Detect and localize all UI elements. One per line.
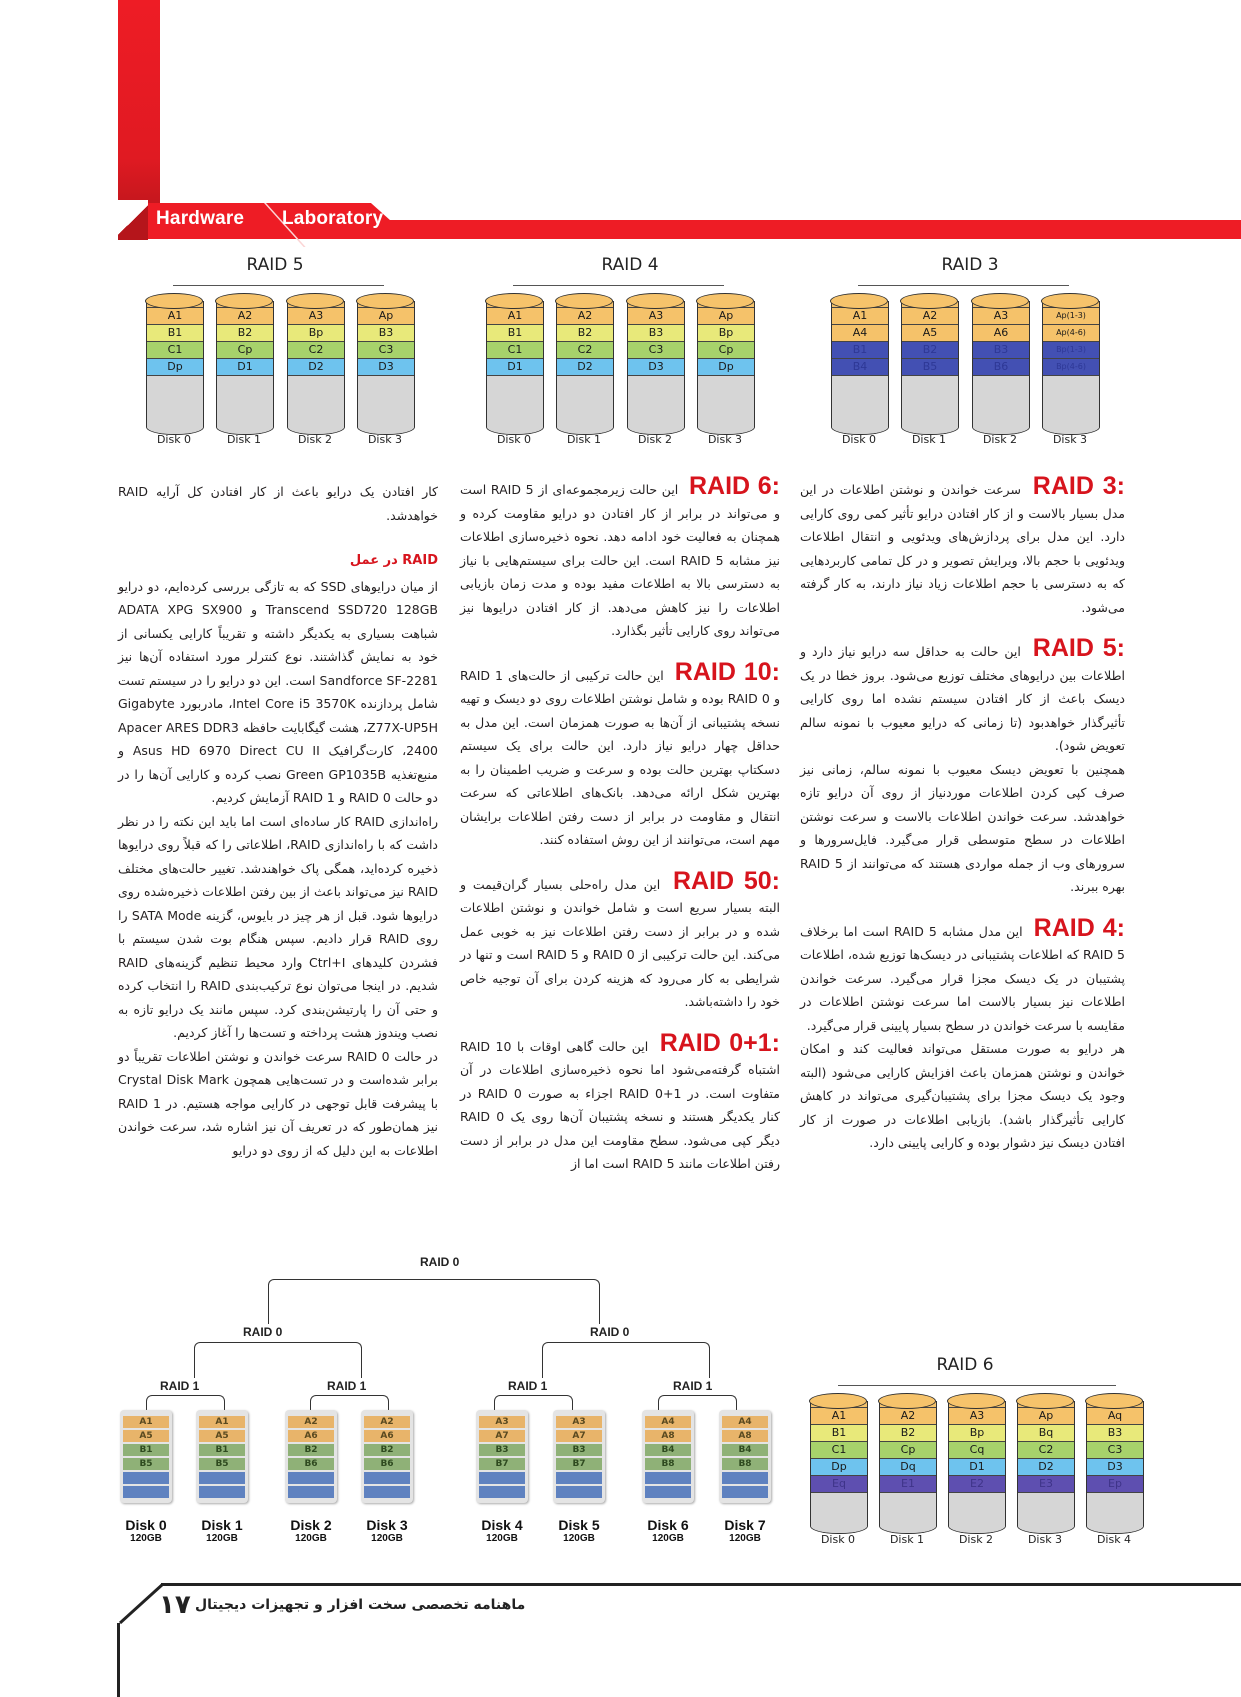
subheading-raid-in-practice: RAID در عمل: [349, 553, 438, 568]
tree-label: RAID 0: [590, 1325, 630, 1339]
disk: A3 A7 B3 B7: [476, 1410, 528, 1503]
disk: A1 B1 C1 Dp: [146, 301, 202, 435]
section-raid50: [460, 866, 781, 1014]
section-raid3: [800, 472, 1125, 619]
disk: A3 Bp Cq D1 E2: [948, 1401, 1004, 1534]
section-text: این حالت زیرمجموعه‌ای از RAID 5 است و می‌تواند در برابر از کار افتادن دو درایو مقاومت کرده و همچنان به فعالیت خود ادامه دهد. نحوه ذخیره‌سازی اطلاعات نیز مشابه RAID 5 است. این حالت برای سیستم‌هایی با نیاز به دسترسی بالا به اطلاعات مفید بوده و مدت زمان بازیابی اطلاعات را نیز کاهش می‌دهد. از کار افتادن درایوها نیز می‌تواند روی کارایی تأثیر بگذارد.: [460, 482, 780, 638]
section-text: هر درایو به صورت مستقل می‌تواند فعالیت کند و امکان خواندن و نوشتن همزمان باعث افزایش کارایی می‌شود (البته وجود یک دیسک مجزا برای پشتیبان‌گیری می‌تواند در کاهش کارایی تأثیرگذار باشد). بازیابی اطلاعات در صورت از کار افتادن دیسک نیز دشوار بوده و کارایی پایینی دارد.: [800, 1041, 1125, 1150]
disk-label: Disk 1: [566, 433, 602, 446]
disk-label: Disk 0: [496, 433, 532, 446]
paragraph: در حالت RAID 0 سرعت خواندن و نوشتن اطلاعات تقریباً دو برابر شده‌است و در تست‌هایی همچون Crystal Disk Mark با پیشرفت قابل توجهی در کارایی مواجه هستیم. در RAID 1 نیز همان‌طور که در تعریف آن نیز اشاره شد، سرعت خواندن اطلاعات به این دلیل که از روی دو درایو: [118, 1048, 439, 1158]
paragraph: از میان درایوهای SSD که به تازگی بررسی کرده‌ایم، دو درایو Transcend SSD720 128GB و ADATA XPG SX900 شباهت بسیاری به یکدیگر داشته و تقریباً کارایی یکسانی از خود به نمایش گذاشتند. نوع کنترلر مورد استفاده آن‌ها نیز Sandforce SF-2281 است. این دو درایو را در سیستم تست شامل پردازنده Intel Core i5 3570K، مادربورد Gigabyte Z77X-UP5H، هشت گیگابایت حافظه Apacer ARES DDR3 2400، کارت‌گرافیک Asus HD 6970 Direct CU II و منبع‌تغذیه Green GP1035B نصب کرده و کارایی آن‌ها را در دو حالت RAID 0 و RAID 1 آزمایش کردیم.: [118, 578, 439, 805]
tree-label: RAID 0: [243, 1325, 283, 1339]
disk: A3 A6 B3 B6: [972, 301, 1028, 435]
disk-label: Disk 4: [1096, 1533, 1132, 1546]
disk-label: Disk 6 120GB: [647, 1517, 689, 1544]
disk-label: Disk 7 120GB: [724, 1517, 766, 1544]
tree-label: RAID 1: [327, 1379, 367, 1393]
diagram-title: RAID 5: [246, 255, 304, 275]
disk: A4 A8 B4 B8: [642, 1410, 694, 1503]
paragraph: راه‌اندازی RAID کار ساده‌ای است اما باید این نکته را در نظر داشت که با راه‌اندازی RAID، اطلاعاتی را که قبلاً روی درایوها ذخیره کرده‌اید، همگی پاک خواهندشد. تغییر حالت‌های مختلف RAID نیز می‌تواند باعث از بین رفتن اطلاعات ذخیره‌شده روی درایوها شود. قبل از هر چیز در بایوس، گزینه SATA Mode را روی RAID قرار دادیم. سپس هنگام بوت شدن سیستم با فشردن کلیدهای Ctrl+I وارد محیط تنظیم گزینه‌های RAID شدیم. در اینجا می‌توان نوع ترکیب‌بندی RAID را انتخاب کرده و حتی آن را پارتیشن‌بندی کرد. سپس مانند یک درایو تازه به نصب ویندوز هشت پرداخته و تست‌ها را آغاز کردیم.: [118, 813, 439, 1040]
section-heading: RAID 3:: [1032, 472, 1125, 500]
tree-label: RAID 1: [508, 1379, 548, 1393]
section-heading: RAID 4:: [1033, 913, 1126, 942]
disk-label: Disk 2: [297, 433, 333, 446]
section-text: این حالت ترکیبی از حالت‌های RAID 1 و RAID 0 بوده و شامل نوشتن اطلاعات روی دو دیسک و تهیه نسخه پشتیبانی از آن‌ها به صورت همزمان است. این مدل به حداقل چهار درایو نیاز دارد. این حالت برای یک سیستم دسکتاپ بهترین حالت بوده و سرعت و ضریب اطمینان را به بهترین شکل ارائه می‌دهد. بانک‌های اطلاعاتی که سرعت انتقال و مقاومت در برابر از دست رفتن اطلاعات برایشان مهم است، می‌توانند از این روش استفاده کنند.: [460, 667, 780, 847]
section-raid5: [800, 634, 1126, 899]
disk-label: Disk 3: [1027, 1533, 1063, 1546]
page-footer: [117, 1583, 1241, 1697]
disk-label: Disk 2: [637, 433, 673, 446]
disk-label: Disk 3: [367, 433, 403, 446]
section-text: همچنین با تعویض دیسک معیوب با نمونه سالم، زمانی نیز صرف کپی کردن اطلاعات موردنیاز از روی آن درایو تازه خواهدشد. سرعت خواندن اطلاعات بالاست و سرعت نوشتن اطلاعات در سطح متوسطی قرار می‌گیرد. فایل‌سرورها و سرورهای وب از جمله مواردی هستند که می‌توانند از RAID 5 بهره ببرند.: [800, 761, 1126, 894]
disk: A3 A7 B3 B7: [553, 1410, 605, 1503]
disk-label: Disk 1: [226, 433, 262, 446]
red-frame-fold: [118, 200, 148, 240]
disk-label: Disk 0: [820, 1533, 856, 1546]
section-heading: RAID 0+1:: [659, 1028, 781, 1057]
raid6-diagram: [795, 1355, 1135, 1555]
section-heading: RAID 10:: [674, 657, 781, 686]
disk-label: Disk 2: [982, 433, 1018, 446]
magazine-title: ماهنامه تخصصی سخت افزار و تجهیزات دیجیتال: [195, 1597, 526, 1613]
section-text: این حالت گاهی اوقات با RAID 10 اشتباه گرفته‌می‌شود اما نحوه ذخیره‌سازی اطلاعات در آن متفاوت است. در RAID 0+1 اجزاء به صورت RAID 0 در کنار یکدیگر هستند و نسخه پشتیبان آن‌ها روی یک RAID 0 دیگر کپی می‌شود. سطح مقاومت این مدل در برابر از دست رفتن اطلاعات مانند RAID 5 است اما از: [460, 1038, 781, 1171]
section-heading: RAID 6:: [688, 472, 780, 500]
section-text: این مدل راه‌حلی بسیار گران‌قیمت و البته بسیار سریع است و شامل خواندن و نوشتن اطلاعات شده و در برابر از دست رفتن اطلاعات نیز به خوبی عمل می‌کند. این حالت ترکیبی از RAID 0 و RAID 5 است و تنها در شرایطی به کار می‌رود که هزینه کردن برای آن توجیه خاص خود را داشته‌باشد.: [460, 876, 781, 1009]
disk: A1 A4 B1 B4: [831, 301, 887, 435]
disk-label: Disk 2: [958, 1533, 994, 1546]
page-number: ۱۷: [159, 1590, 191, 1620]
diagram-title: RAID 3: [941, 255, 999, 275]
section-heading: RAID 50:: [672, 866, 780, 895]
section-raid10: [460, 657, 781, 852]
section-text: این مدل مشابه RAID 5 است اما برخلاف RAID 5 که اطلاعات پشتیبانی در دیسک‌ها توزیع شده، اطلاعات پشتیبان در یک دیسک مجزا قرار می‌گیرد. سرعت خواندن اطلاعات نیز بسیار بالاست اما سرعت نوشتن اطلاعات در مقایسه با سرعت خواندن در سطح بسیار پایینی قرار می‌گیرد.: [799, 923, 1125, 1033]
disk: A3 B3 C3 D3: [627, 301, 683, 435]
disk: Ap Bp Cp Dp: [697, 301, 753, 435]
header-section: Hardware: [156, 208, 245, 229]
article-column-middle: [460, 472, 781, 1194]
section-raid01: [460, 1028, 781, 1176]
disk: Ap(1-3) Ap(4-6) Bp(1-3) Bp(4-6): [1042, 301, 1098, 435]
disk: A2 A6 B2 B6: [285, 1410, 337, 1503]
section-header-band: [148, 203, 1241, 239]
raid10-tree-diagram: [110, 1255, 790, 1555]
disk: Ap Bq C2 D2 E3: [1017, 1401, 1073, 1534]
disk-label: Disk 2 120GB: [290, 1517, 332, 1544]
section-text: سرعت خواندن و نوشتن اطلاعات در این مدل بسیار بالاست و از کار افتادن درایو تأثیر کمی روی کارایی دارد. این مدل برای پردازش‌های ویدئویی و انتقال اطلاعات ویدئویی با حجم بالا، ویرایش تصویر و در کل تمامی کاربردهایی که به دسترسی با حجم اطلاعات زیاد نیاز دارند، به کار گرفته می‌شود.: [800, 482, 1125, 615]
section-heading: RAID 5:: [1032, 634, 1125, 662]
raid5-diagram: [130, 255, 420, 455]
disk-label: Disk 1: [889, 1533, 925, 1546]
disk: A1 A5 B1 B5: [196, 1410, 248, 1503]
header-subsection: Laboratory: [282, 208, 384, 229]
disk: A1 A5 B1 B5: [120, 1410, 172, 1503]
diagram-title: RAID 6: [936, 1355, 994, 1375]
disk-label: Disk 3: [1052, 433, 1088, 446]
section-raid6: [460, 472, 780, 643]
disk-label: Disk 5 120GB: [558, 1517, 600, 1544]
tree-label: RAID 1: [673, 1379, 713, 1393]
disk-label: Disk 3: [707, 433, 743, 446]
disk: A2 A6 B2 B6: [361, 1410, 413, 1503]
disk: A2 B2 Cp Dq E1: [879, 1401, 935, 1534]
article-column-right: [799, 472, 1126, 1173]
disk: A2 B2 C2 D2: [556, 301, 612, 435]
section-raid4: [799, 913, 1126, 1155]
diagram-title: RAID 4: [601, 255, 659, 275]
disk-label: Disk 4 120GB: [481, 1517, 523, 1544]
disk: A2 A5 B2 B5: [901, 301, 957, 435]
disk-label: Disk 1 120GB: [201, 1517, 243, 1544]
tree-label: RAID 1: [160, 1379, 200, 1393]
disk-label: Disk 0: [156, 433, 192, 446]
tree-label-root: RAID 0: [420, 1255, 460, 1269]
red-frame-vertical: [118, 0, 160, 226]
raid4-diagram: [470, 255, 760, 455]
disk: Ap B3 C3 D3: [357, 301, 413, 435]
disk: A1 B1 C1 Dp Eq: [810, 1401, 866, 1534]
raid3-diagram: [815, 255, 1115, 455]
article-column-left: [118, 480, 438, 1162]
disk: A2 B2 Cp D1: [216, 301, 272, 435]
disk: Aq B3 C3 D3 Ep: [1086, 1401, 1142, 1534]
disk: A1 B1 C1 D1: [486, 301, 542, 435]
continued-text: کار افتادن یک درایو باعث از کار افتادن کل آرایه RAID خواهدشد.: [118, 484, 438, 523]
disk-label: Disk 3 120GB: [366, 1517, 408, 1544]
disk-label: Disk 0 120GB: [125, 1517, 167, 1544]
disk-label: Disk 0: [841, 433, 877, 446]
disk: A4 A8 B4 B8: [719, 1410, 771, 1503]
section-text: این حالت به حداقل سه درایو نیاز دارد و اطلاعات بین درایوهای مختلف توزیع می‌شود. بروز خطا در یک دیسک باعث از کار افتادن سیستم نشده اما روی کارایی تأثیرگذار خواهدبود (تا زمانی که درایو معیوب با نمونه سالم تعویض شود).: [800, 644, 1125, 753]
disk: A3 Bp C2 D2: [287, 301, 343, 435]
disk-label: Disk 1: [911, 433, 947, 446]
